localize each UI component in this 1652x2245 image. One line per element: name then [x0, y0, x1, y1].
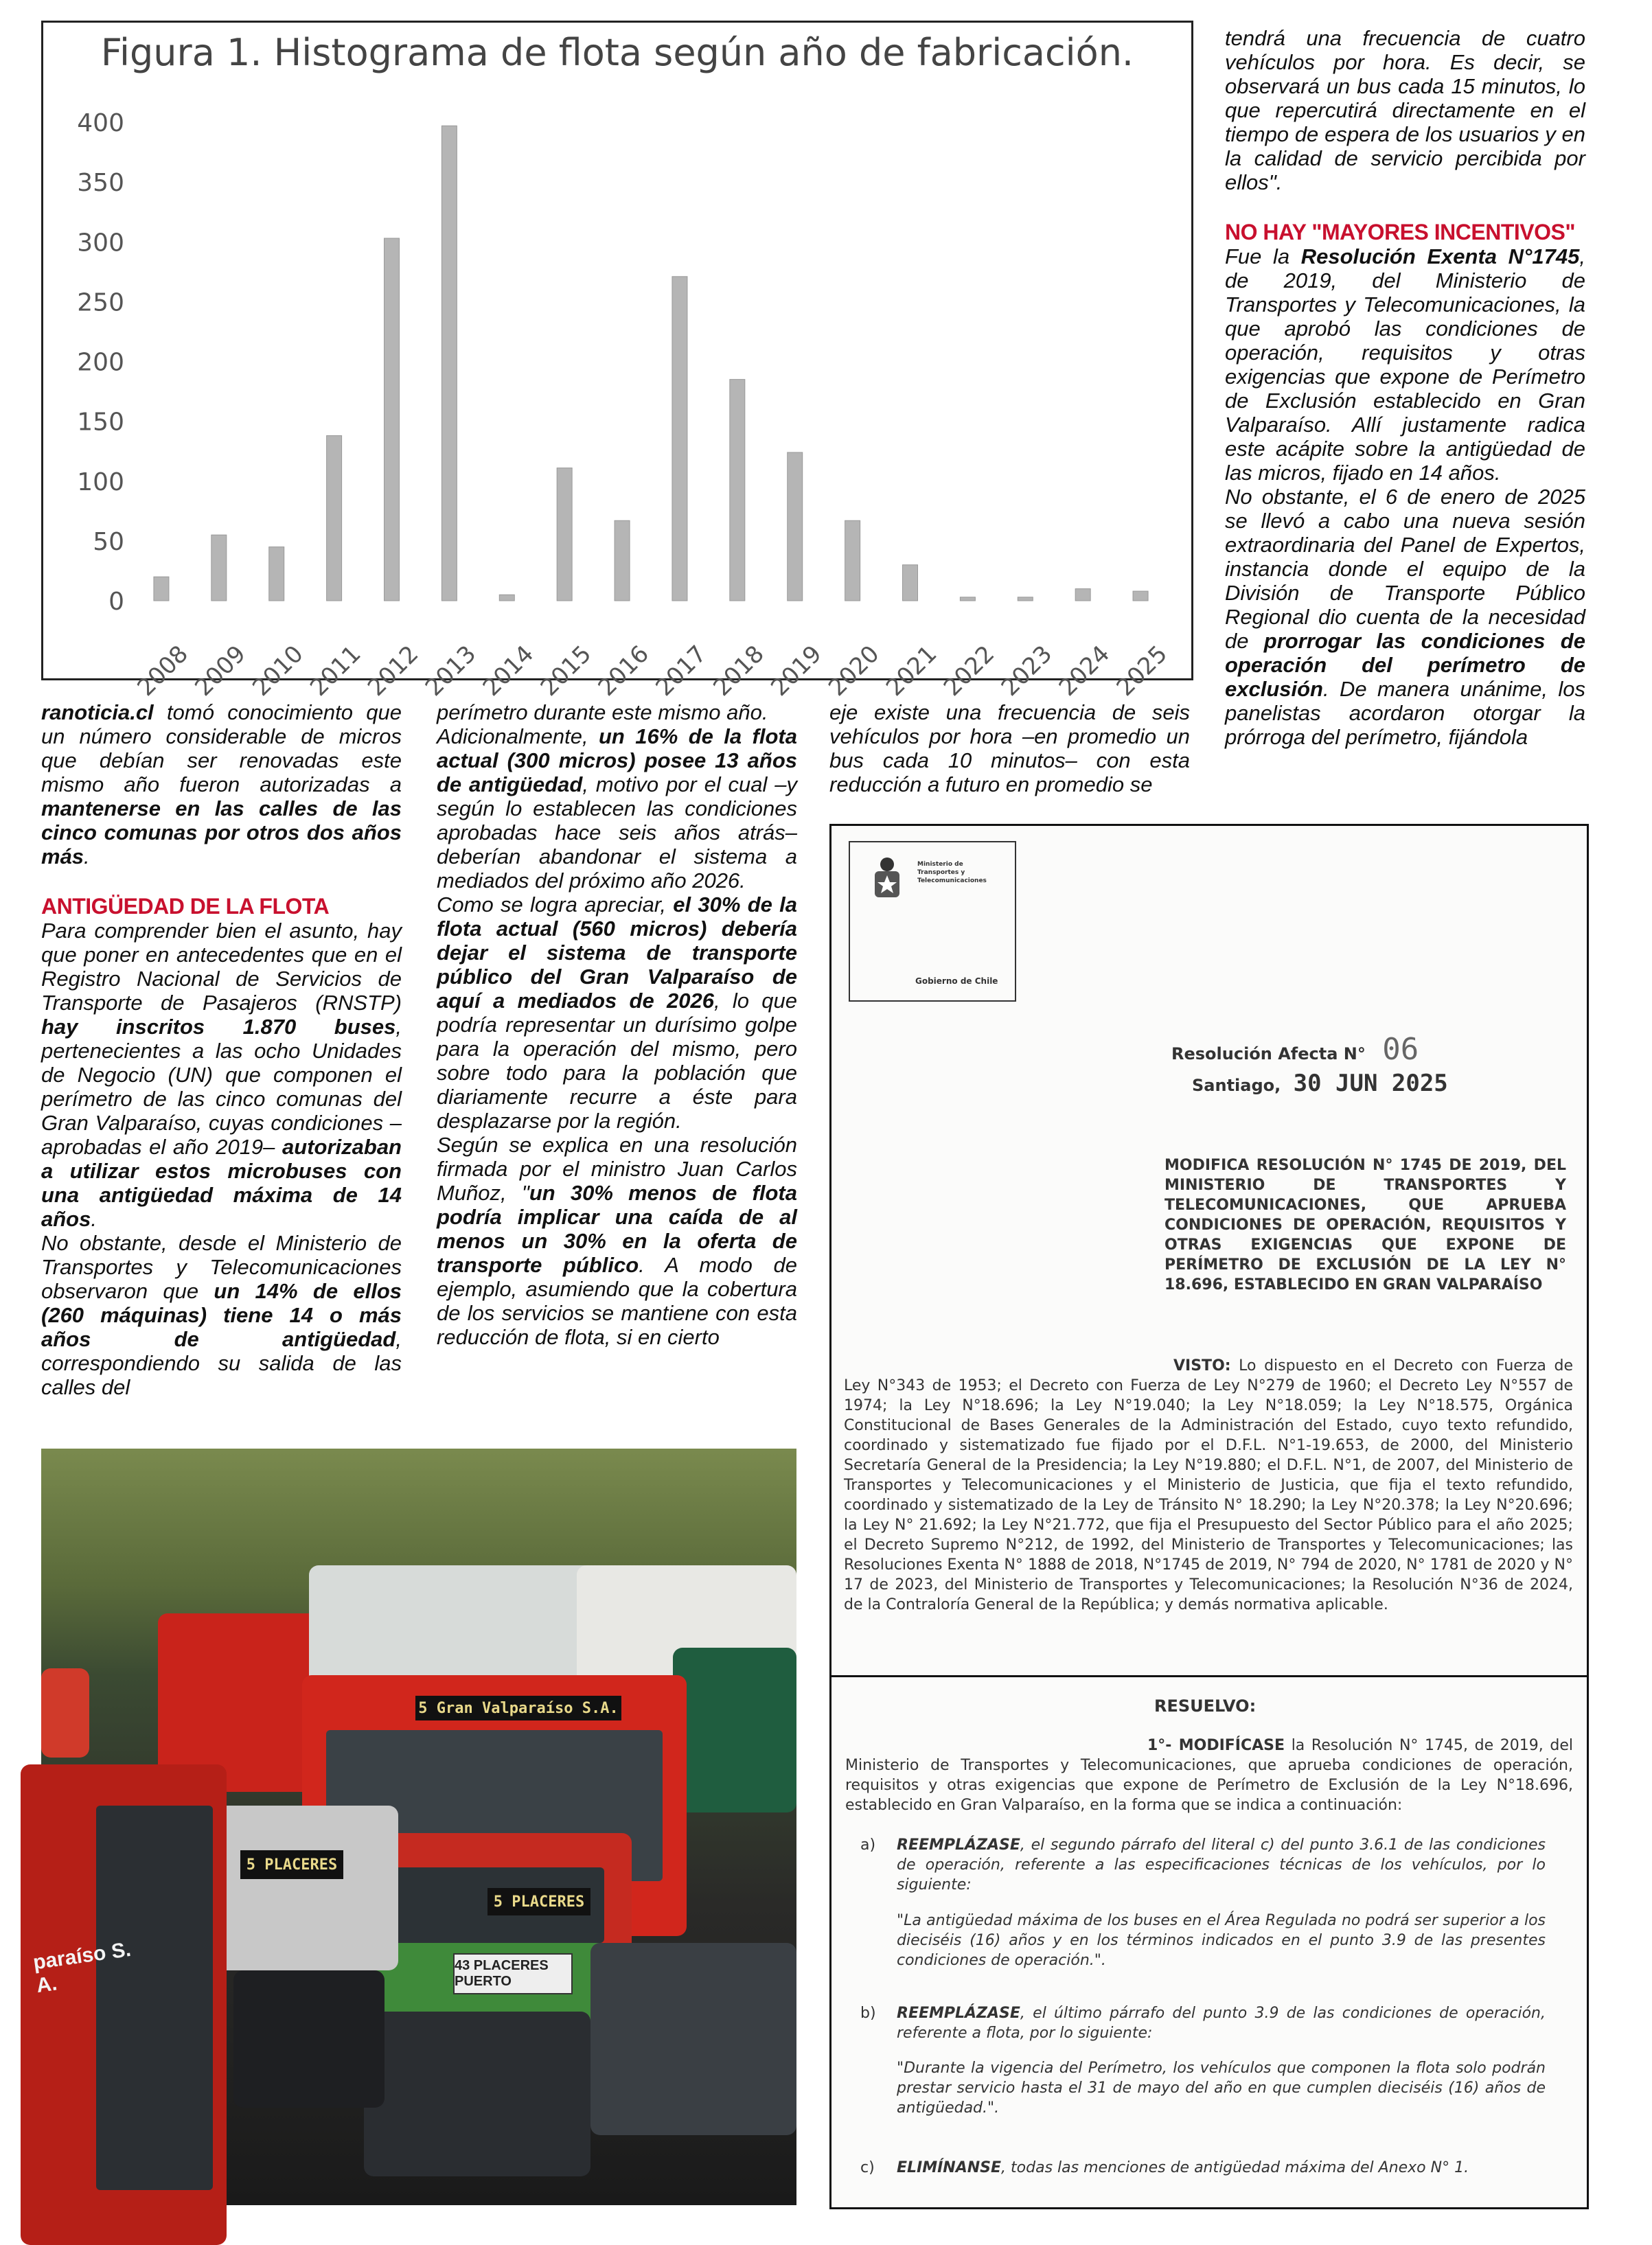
x-tick-label: 2024: [1053, 640, 1116, 702]
article-column-2: [437, 700, 797, 1349]
ministry-name: Ministerio de Transportes y Telecomunicaciones: [917, 861, 987, 884]
car-shape: [364, 2012, 590, 2176]
article-column-4: [1225, 26, 1585, 749]
item-a-label: a): [860, 1837, 876, 1854]
paragraph: No obstante, el 6 de enero de 2025 se llevó a cabo una nueva sesión extraordinaria del Panel de Expertos, instancia donde el equipo de la División de Transporte Público Regional dio cuenta de la necesidad de prorrogar las condiciones de operación del perímetro de exclusión. De manera unánime, los panelistas acordaron otorgar la prórroga del perímetro, fijándola: [1225, 485, 1585, 749]
x-tick-label: 2013: [420, 640, 482, 702]
paragraph: Para comprender bien el asunto, hay que poner en antecedentes que en el Registro Nacional de Servicios de Transporte de Pasajeros (RNSTP) hay inscritos 1.870 buses, pertenecientes a las ocho Unidades de Negocio (UN) que componen el perímetro de las cinco comunas del Gran Valparaíso, cuyas condiciones –aprobadas el año 2019– autorizaban a utilizar estos microbuses con una antigüedad máxima de 14 años.: [41, 919, 402, 1231]
paragraph: ranoticia.cl tomó conocimiento que un número considerable de micros que debían ser renovadas este mismo año fueron autorizadas a mantenerse en las calles de las cinco comunas por otros dos años más.: [41, 700, 402, 868]
histogram-bar: [730, 380, 745, 601]
x-tick-label: 2021: [880, 640, 943, 702]
item-b-label: b): [860, 2005, 876, 2022]
paragraph: tendrá una frecuencia de cuatro vehículos por hora. Es decir, se observará un bus cada 15 minutos, lo que repercutirá directamente en el tiempo de espera de los usuarios y en la calidad de servicio percibida por ellos".: [1225, 26, 1585, 194]
item-b-quote: "Durante la vigencia del Perímetro, los vehículos que componen la flota solo podrán prestar servicio hasta el 31 de mayo del año en que cumplen dieciséis (16) años de antigüedad.".: [897, 2060, 1546, 2117]
histogram-bar: [327, 436, 342, 601]
y-tick-label: 350: [77, 169, 124, 198]
histogram-bar: [385, 238, 400, 601]
paragraph: Fue la Resolución Exenta N°1745, de 2019, del Ministerio de Transportes y Telecomunicaciones, la que aprobó las condiciones de operación, requisitos y otras exigencias que expone de Perímetro de Exclusión establecido en Gran Valparaíso. Allí justamente radica este acápite sobre la antigüedad de las micros, fijado en 14 años.: [1225, 244, 1585, 485]
y-tick-label: 400: [77, 109, 124, 137]
resolution-scan-page-2: [829, 1675, 1589, 2209]
car-shape: [233, 1970, 385, 2108]
section-heading: NO HAY "MAYORES INCENTIVOS": [1225, 220, 1575, 244]
paragraph: Como se logra apreciar, el 30% de la flota actual (560 micros) debería dejar el sistema de transporte público del Gran Valparaíso de aquí a mediados de 2026, lo que podría representar un durísimo golpe para la operación del mismo, pero sobre todo para la población que diariamente recurre a éste para desplazarse por la región.: [437, 893, 797, 1133]
resolution-subject: MODIFICA RESOLUCIÓN N° 1745 DE 2019, DEL MINISTERIO DE TRANSPORTES Y TELECOMUNICACIONES, QUE APRUEBA CONDICIONES DE OPERACIÓN, REQUISITOS Y OTRAS EXIGENCIAS QUE EXPONE DE PERÍMETRO DE EXCLUSIÓN DE LA LEY N° 18.696, ESTABLECIDO EN GRAN VALPARAÍSO: [1165, 1157, 1566, 1293]
bus-windshield: [96, 1806, 213, 2190]
article-column-3: [829, 700, 1190, 796]
histogram-bar: [960, 597, 975, 601]
histogram-bar: [499, 595, 514, 601]
y-tick-label: 50: [93, 527, 124, 556]
government-logo-box: [849, 841, 1016, 1002]
x-tick-label: 2015: [535, 640, 597, 702]
histogram-bar: [1018, 597, 1033, 601]
x-tick-label: 2012: [362, 640, 424, 702]
histogram-bar: [788, 452, 803, 601]
x-tick-label: 2018: [708, 640, 770, 702]
histogram-bar: [154, 577, 169, 601]
x-tick-label: 2017: [650, 640, 712, 702]
item-b-text: REEMPLÁZASE, el último párrafo del punto 3.9 de las condiciones de operación, referente a flota, por lo siguiente:: [897, 2005, 1546, 2042]
histogram-bar: [672, 277, 687, 601]
histogram-bar: [557, 468, 572, 601]
x-tick-label: 2016: [593, 640, 655, 702]
bus-shape: [41, 1668, 89, 1758]
histogram-bar: [269, 547, 284, 601]
histogram-bar: [615, 520, 630, 601]
bus-side-text: paraíso S. A.: [32, 1937, 133, 1998]
bus-route-sign: 5 PLACERES: [487, 1888, 590, 1915]
item-a-quote: "La antigüedad máxima de los buses en el Área Regulada no podrá ser superior a los dieciséis (16) años y en los términos indicados en el punto 3.9 de las presentes condiciones de operación.".: [897, 1912, 1546, 1969]
bus-shape: [673, 1648, 796, 1812]
chile-coat-of-arms-icon: [860, 851, 915, 906]
taxi-roof-sign: 43 PLACERES PUERTO: [453, 1953, 573, 1994]
gobierno-label: Gobierno de Chile: [915, 976, 998, 986]
histogram-bar: [1075, 589, 1090, 601]
fleet-histogram-chart: [43, 23, 1191, 702]
item-c-text: ELIMÍNANSE, todas las menciones de antigüedad máxima del Anexo N° 1.: [897, 2159, 1469, 2176]
section-heading: ANTIGÜEDAD DE LA FLOTA: [41, 894, 330, 919]
fleet-histogram-figure: [41, 21, 1193, 702]
resolution-visto: VISTO: Lo dispuesto en el Decreto con Fuerza de Ley N°343 de 1953; el Decreto con Fuerza de Ley N°279 de 1960; el Decreto Ley N°557 de 1974; la Ley N°18.696; la Ley N°19.040; la Ley N°18.059; la Ley N°18.575, Orgánica Constitucional de Bases Generales de la Administración del Estado, cuyo texto refundido, coordinado y sistematizado fue fijado por el D.F.L. N°1-19.653, de 2000, del Ministerio Secretaría General de la Presidencia; la Ley N°19.880; el D.F.L. N°1, de 2007, del Ministerio de Transportes y Telecomunicaciones y el Ministerio de Justicia, que fija el texto refundido, coordinado y sistematizado de la Ley de Tránsito N° 18.290; la Ley N°20.378; la Ley N°20.696; la Ley N° 21.692; la Ley N°21.772, que fija el Presupuesto del Sector Público para el año 2025; el Decreto Supremo N°212, de 1992, del Ministerio de Transportes y Telecomunicaciones; las Resoluciones Exenta N° 1888 de 2018, N°1745 de 2019, N° 794 de 2020, N° 1781 de 2020 y N° 17 de 2023, del Ministerio de Transportes y Telecomunicaciones; la Resolución N°36 de 2024, de la Contraloría General de la República; y demás normativa aplicable.: [844, 1357, 1573, 1613]
resolution-scan-page-1: [829, 824, 1589, 1679]
histogram-bar: [1133, 591, 1148, 601]
x-tick-label: 2014: [477, 640, 540, 702]
x-tick-label: 2010: [247, 640, 309, 702]
paragraph: Según se explica en una resolución firmada por el ministro Juan Carlos Muñoz, "un 30% menos de flota podría implicar una caída de al menos un 30% en la oferta de transporte público. A modo de ejemplo, asumiendo que la cobertura de los servicios se mantiene con esta reducción de flota, si en cierto: [437, 1133, 797, 1349]
resolution-date-line: Santiago, 30 JUN 2025: [1192, 1070, 1448, 1097]
paragraph: perímetro durante este mismo año.: [437, 700, 768, 724]
car-shape: [590, 1943, 796, 2135]
y-tick-label: 250: [77, 288, 124, 317]
x-tick-label: 2011: [305, 640, 367, 702]
y-tick-label: 0: [108, 588, 124, 616]
x-tick-label: 2025: [1111, 640, 1173, 702]
resolution-item-1: 1°- MODIFÍCASE la Resolución N° 1745, de 2019, del Ministerio de Transportes y Telecomunicaciones, que aprueba condiciones de operación, requisitos y otras exigencias que expone de Perímetro de Exclusión de la Ley N°18.696, establecido en Gran Valparaíso, en la forma que se indica a continuación:: [845, 1737, 1574, 1814]
histogram-bar: [211, 535, 227, 601]
histogram-bar: [845, 520, 860, 601]
y-tick-label: 200: [77, 348, 124, 377]
item-c-label: c): [860, 2159, 875, 2176]
x-tick-label: 2009: [190, 640, 251, 702]
x-tick-label: 2020: [823, 640, 885, 702]
x-tick-label: 2023: [996, 640, 1058, 702]
x-tick-label: 2022: [938, 640, 1000, 702]
resolution-number: 06: [1382, 1032, 1419, 1067]
paragraph: Adicionalmente, un 16% de la flota actual (300 micros) posee 13 años de antigüedad, motivo por el cual –y según lo establecen las condiciones aprobadas hace seis años atrás– deberían abandonar el sistema a mediados del próximo año 2026.: [437, 724, 797, 893]
bus-route-sign: 5 PLACERES: [240, 1850, 343, 1879]
item-a-text: REEMPLÁZASE, el segundo párrafo del literal c) del punto 3.6.1 de las condiciones de operación, referente a las especificaciones técnicas de los vehículos, por lo siguiente:: [897, 1837, 1546, 1893]
y-tick-label: 100: [77, 468, 124, 496]
y-tick-label: 150: [77, 408, 124, 437]
x-tick-label: 2019: [766, 640, 827, 702]
paragraph: No obstante, desde el Ministerio de Transportes y Telecomunicaciones observaron que un 14% de ellos (260 máquinas) tiene 14 o más años de antigüedad, correspondiendo su salida de las calles del: [41, 1231, 402, 1399]
histogram-bar: [441, 126, 457, 601]
paragraph: eje existe una frecuencia de seis vehículos por hora –en promedio un bus cada 10 minutos– con esta reducción a futuro en promedio se: [829, 700, 1190, 796]
chart-title: Figura 1. Histograma de flota según año de fabricación.: [100, 31, 1134, 74]
y-tick-label: 300: [77, 229, 124, 257]
article-column-1: [41, 700, 402, 1399]
bus-traffic-photo: [32, 1449, 796, 2205]
resolution-date: 30 JUN 2025: [1293, 1070, 1448, 1097]
resuelvo-heading: RESUELVO:: [1154, 1696, 1257, 1716]
histogram-bar: [903, 565, 918, 601]
bus-route-sign: 5 Gran Valparaíso S.A.: [415, 1696, 621, 1720]
x-tick-label: 2008: [132, 640, 194, 702]
resolution-number-line: Resolución Afecta N° 06: [1171, 1032, 1419, 1067]
